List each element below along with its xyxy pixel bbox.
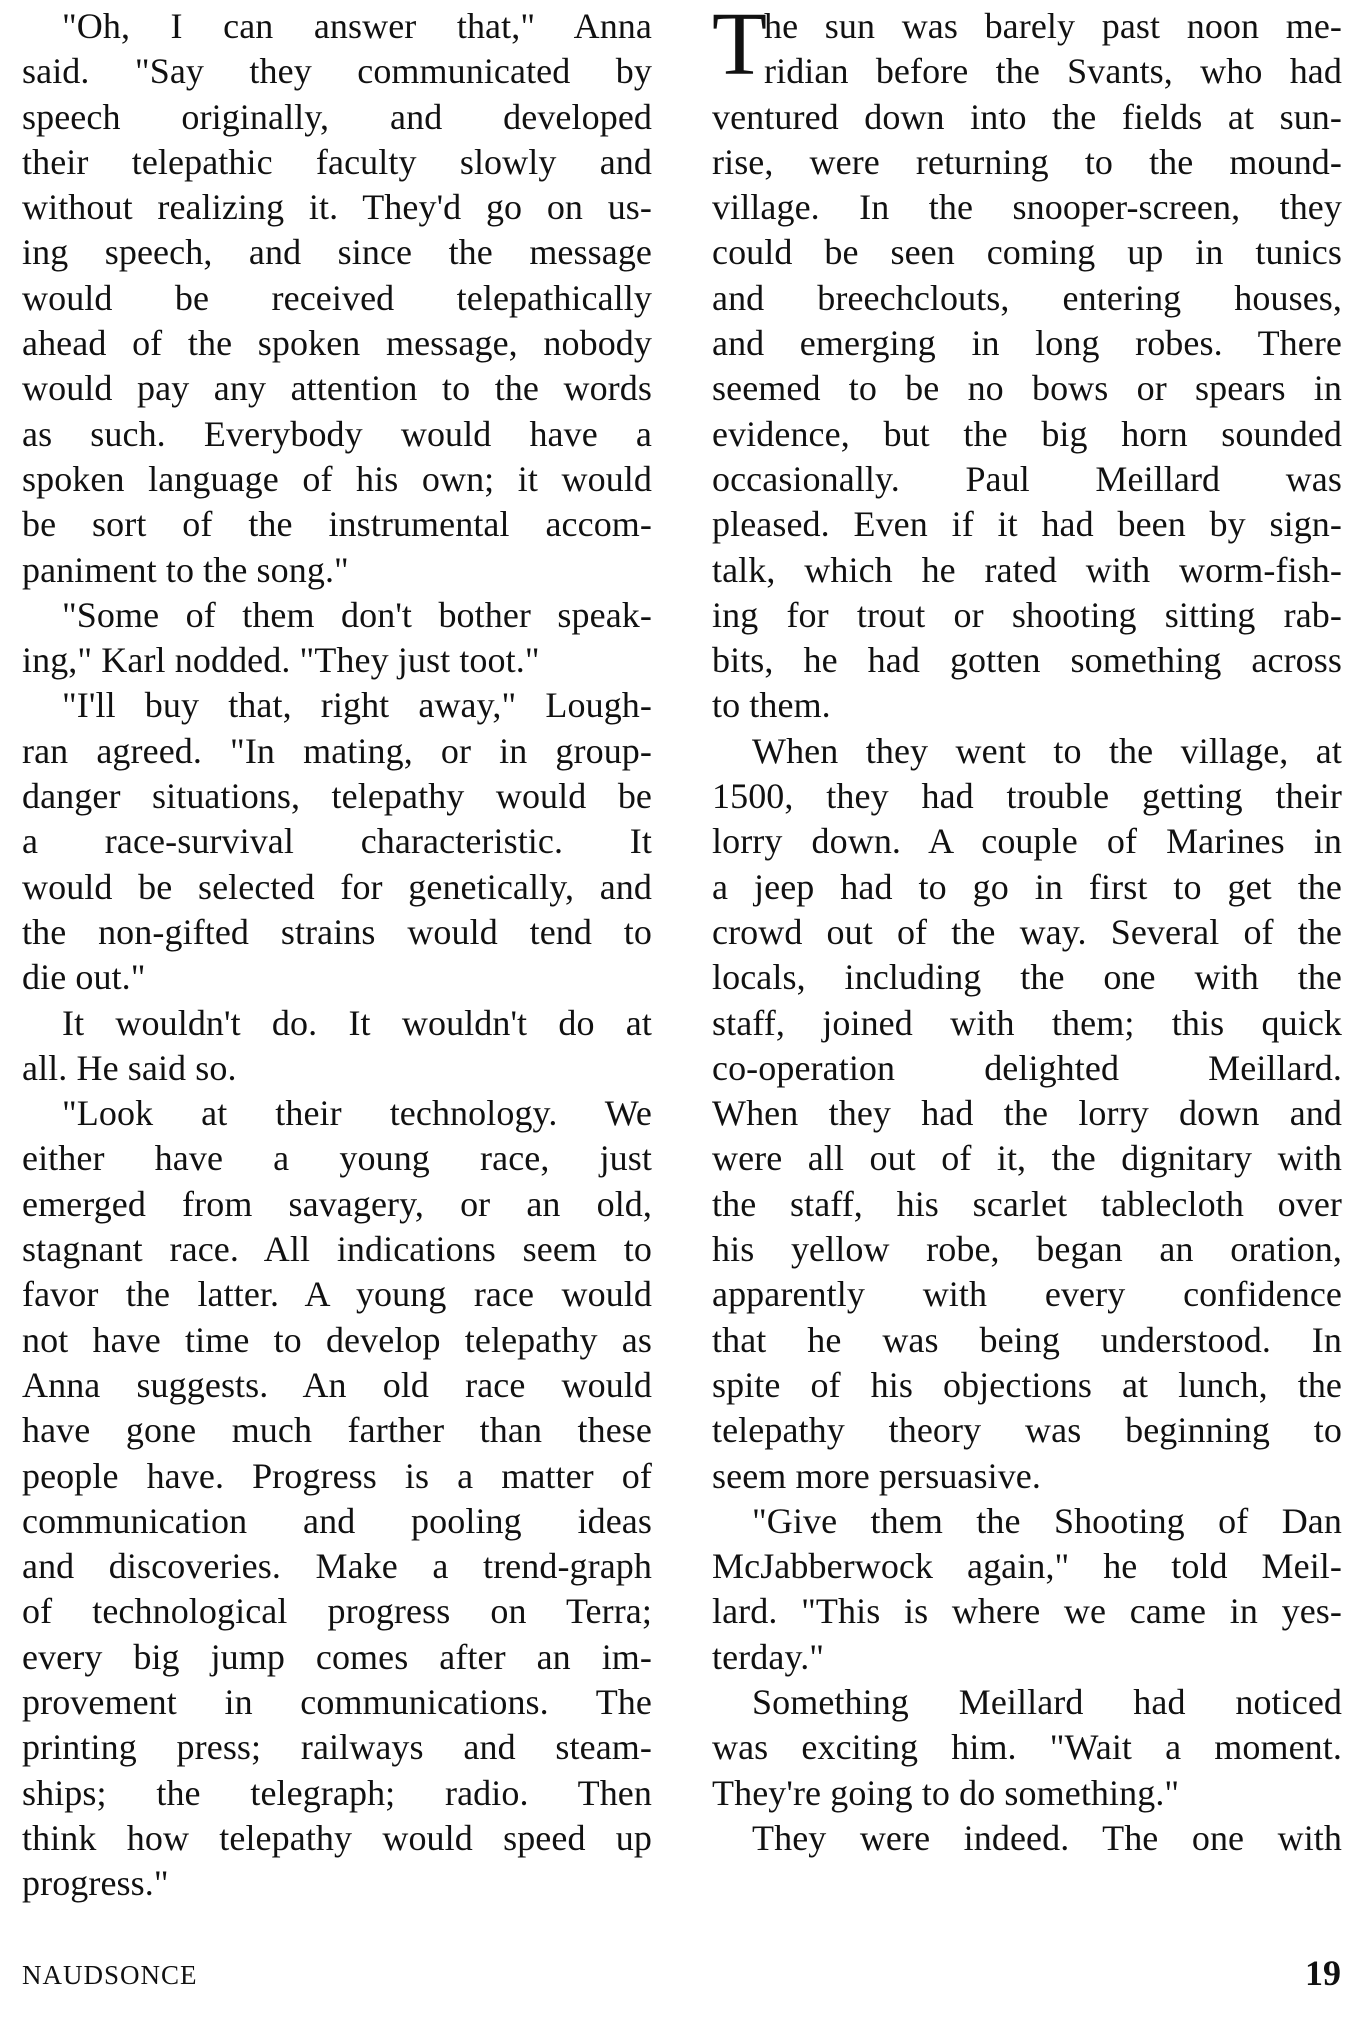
text-line: danger situations, telepathy would be xyxy=(22,776,652,817)
text-line: die out." xyxy=(22,957,146,998)
text-line: locals, including the one with the xyxy=(712,957,1342,998)
text-line: rise, were returning to the mound- xyxy=(712,141,1342,182)
text-line: ahead of the spoken message, nobody xyxy=(22,323,652,364)
text-line: a race-survival characteristic. It xyxy=(22,821,652,862)
text-line: not have time to develop telepathy as xyxy=(22,1319,652,1360)
text-line: telepathy theory was beginning to xyxy=(712,1410,1342,1451)
text-line: said. "Say they communicated by xyxy=(22,51,652,92)
text-line: could be seen coming up in tunics xyxy=(712,232,1342,273)
text-line: have gone much farther than these xyxy=(22,1410,652,1451)
text-line: "Give them the Shooting of Dan xyxy=(752,1500,1342,1541)
text-line: bits, he had gotten something across xyxy=(712,640,1342,681)
text-line: be sort of the instrumental accom- xyxy=(22,504,652,545)
text-line: apparently with every confidence xyxy=(712,1274,1342,1315)
text-line: printing press; railways and steam- xyxy=(22,1727,652,1768)
text-line: co-operation delighted Meillard. xyxy=(712,1047,1342,1088)
text-line: their telepathic faculty slowly and xyxy=(22,141,652,182)
left-text-column xyxy=(22,4,652,1906)
text-line: ran agreed. "In mating, or in group- xyxy=(22,730,652,771)
text-line: ships; the telegraph; radio. Then xyxy=(22,1772,652,1813)
text-line: "Oh, I can answer that," Anna xyxy=(62,6,652,46)
text-line: 1500, they had trouble getting their xyxy=(712,776,1342,817)
text-line: They're going to do something." xyxy=(712,1772,1180,1813)
text-line: spoken language of his own; it would xyxy=(22,458,652,499)
page-number: 19 xyxy=(1305,1953,1341,1993)
text-line: evidence, but the big horn sounded xyxy=(712,413,1342,454)
text-line: the non-gifted strains would tend to xyxy=(22,911,652,952)
text-line: communication and pooling ideas xyxy=(22,1500,652,1541)
text-line: ridian before the Svants, who had xyxy=(764,51,1342,92)
text-line: occasionally. Paul Meillard was xyxy=(712,458,1342,499)
text-line: and discoveries. Make a trend-graph xyxy=(22,1546,652,1587)
text-line: Something Meillard had noticed xyxy=(752,1681,1342,1722)
text-line: either have a young race, just xyxy=(22,1138,652,1179)
text-line: When they went to the village, at xyxy=(752,730,1342,771)
text-line: to them. xyxy=(712,685,831,726)
text-line: village. In the snooper-screen, they xyxy=(712,187,1342,228)
text-line: ventured down into the fields at sun- xyxy=(712,96,1342,137)
text-line: stagnant race. All indications seem to xyxy=(22,1229,652,1270)
text-line: lard. "This is where we came in yes- xyxy=(712,1591,1342,1632)
text-line: "Look at their technology. We xyxy=(62,1093,652,1134)
text-line: were all out of it, the dignitary with xyxy=(712,1138,1342,1179)
text-line: he sun was barely past noon me- xyxy=(764,6,1342,46)
text-line: It wouldn't do. It wouldn't do at xyxy=(62,1002,652,1043)
text-line: think how telepathy would speed up xyxy=(22,1817,652,1858)
text-line: They were indeed. The one with xyxy=(752,1817,1342,1858)
text-line: spite of his objections at lunch, the xyxy=(712,1364,1342,1405)
text-line: as such. Everybody would have a xyxy=(22,413,652,454)
text-line: and breechclouts, entering houses, xyxy=(712,277,1342,318)
text-line: "I'll buy that, right away," Lough- xyxy=(62,685,652,726)
right-text-column xyxy=(712,0,1342,1861)
text-line: terday." xyxy=(712,1636,825,1677)
text-line: every big jump comes after an im- xyxy=(22,1636,652,1677)
text-line: would be received telepathically xyxy=(22,277,652,318)
text-line: speech originally, and developed xyxy=(22,96,652,137)
text-line: When they had the lorry down and xyxy=(712,1093,1342,1134)
text-line: provement in communications. The xyxy=(22,1681,652,1722)
text-line: was exciting him. "Wait a moment. xyxy=(712,1727,1342,1768)
text-line: progress." xyxy=(22,1863,169,1904)
text-line: ing speech, and since the message xyxy=(22,232,652,273)
running-footer: NAUDSONCE xyxy=(22,1960,198,1990)
text-line: ing for trout or shooting sitting rab- xyxy=(712,594,1342,635)
text-line: would pay any attention to the words xyxy=(22,368,652,409)
text-line: people have. Progress is a matter of xyxy=(22,1455,652,1496)
text-line: the staff, his scarlet tablecloth over xyxy=(712,1183,1342,1224)
text-line: seemed to be no bows or spears in xyxy=(712,368,1342,409)
text-line: seem more persuasive. xyxy=(712,1455,1041,1496)
text-line: emerged from savagery, or an old, xyxy=(22,1183,652,1224)
text-line: staff, joined with them; this quick xyxy=(712,1002,1342,1043)
text-line: ing," Karl nodded. "They just toot." xyxy=(22,640,540,681)
text-line: without realizing it. They'd go on us- xyxy=(22,187,652,228)
text-line: would be selected for genetically, and xyxy=(22,866,652,907)
text-line: crowd out of the way. Several of the xyxy=(712,911,1342,952)
drop-cap: T xyxy=(712,0,768,94)
text-line: that he was being understood. In xyxy=(712,1319,1342,1360)
text-line: McJabberwock again," he told Meil- xyxy=(712,1546,1342,1587)
text-line: lorry down. A couple of Marines in xyxy=(712,821,1342,862)
text-line: Anna suggests. An old race would xyxy=(22,1364,652,1405)
text-line: talk, which he rated with worm-fish- xyxy=(712,549,1342,590)
text-line: and emerging in long robes. There xyxy=(712,323,1342,364)
text-line: "Some of them don't bother speak- xyxy=(62,594,652,635)
text-line: favor the latter. A young race would xyxy=(22,1274,652,1315)
text-line: of technological progress on Terra; xyxy=(22,1591,652,1632)
text-line: a jeep had to go in first to get the xyxy=(712,866,1342,907)
text-line: pleased. Even if it had been by sign- xyxy=(712,504,1342,545)
text-line: paniment to the song." xyxy=(22,549,349,590)
text-line: all. He said so. xyxy=(22,1047,237,1088)
text-line: his yellow robe, began an oration, xyxy=(712,1229,1342,1270)
